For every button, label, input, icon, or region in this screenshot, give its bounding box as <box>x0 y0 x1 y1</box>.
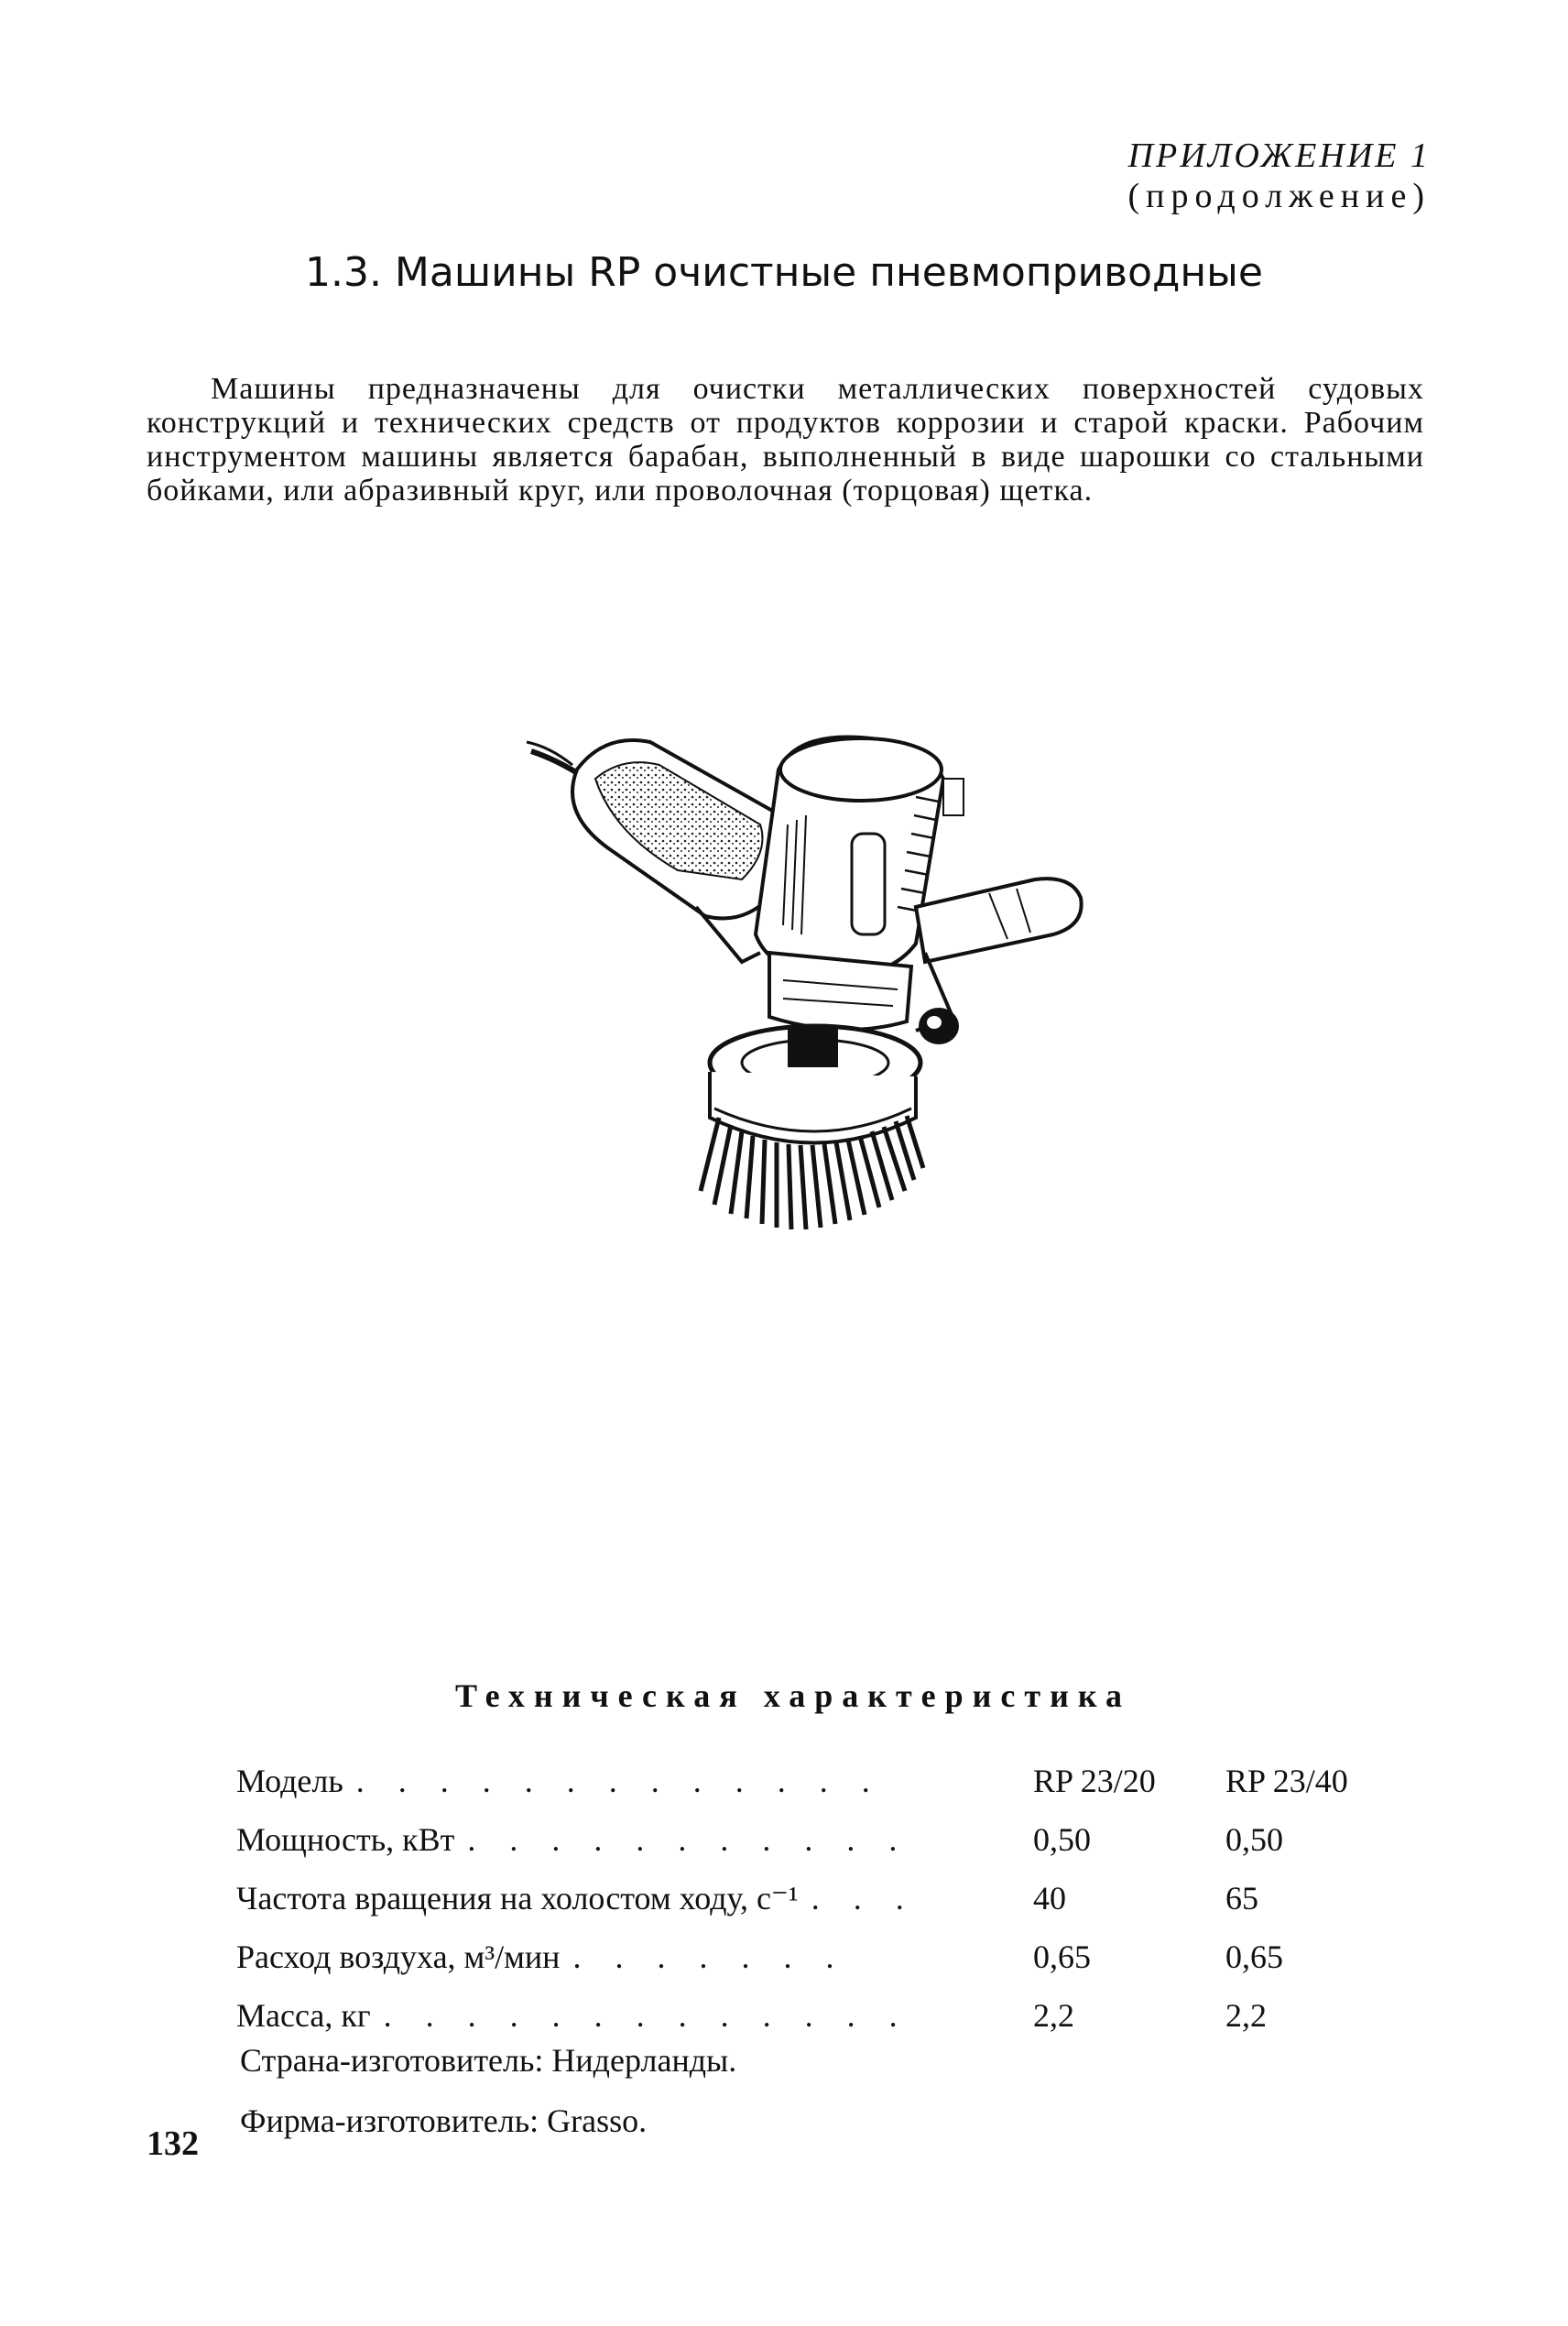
spec-value-model-2: 0,50 <box>1225 1821 1283 1858</box>
table-row: Расход воздуха, м³/мин . . . . . . . 0,65 0,65 <box>236 1927 1399 1986</box>
spec-label: Масса, кг <box>236 1997 371 2034</box>
table-row: Частота вращения на холостом ходу, с⁻¹ . . . 40 65 <box>236 1869 1399 1927</box>
spec-value-model-2: 0,65 <box>1225 1938 1283 1975</box>
manufacturer-country: Страна-изготовитель: Нидерланды. <box>240 2042 737 2079</box>
table-row: Мощность, кВт . . . . . . . . . . . 0,50 0,50 <box>236 1810 1399 1869</box>
pneumatic-cleaning-machine-illustration <box>522 715 1127 1283</box>
spec-value-model-2: 65 <box>1225 1880 1258 1916</box>
spec-value-model-1: 2,2 <box>1033 1997 1074 2034</box>
spec-label: Мощность, кВт <box>236 1821 455 1858</box>
spec-value-model-1: 0,65 <box>1033 1938 1091 1975</box>
appendix-title: ПРИЛОЖЕНИЕ 1 <box>1127 137 1431 175</box>
spec-label: Модель <box>236 1763 343 1799</box>
table-row: Модель . . . . . . . . . . . . . RP 23/20 RP 23/40 <box>236 1752 1399 1810</box>
appendix-continuation: (продолжение) <box>1127 177 1431 215</box>
spec-value-model-1: RP 23/20 <box>1033 1763 1156 1799</box>
specs-table <box>236 1752 1399 2045</box>
spec-value-model-2: RP 23/40 <box>1225 1763 1348 1799</box>
appendix-header <box>1127 136 1431 216</box>
section-title: 1.3. Машины RP очистные пневмоприводные <box>304 249 1263 296</box>
specs-title: Техническая характеристика <box>454 1677 1132 1714</box>
intro-paragraph: Машины предназначены для очистки металлических поверхностей судовых конструкций и технических средств от продуктов коррозии и старой краски. Рабочим инструментом машины является барабан, выполненный в виде шарошки со стальными бойками, или абразивный круг, или проволочная (торцовая) щетка. <box>147 372 1424 508</box>
spec-value-model-2: 2,2 <box>1225 1997 1267 2034</box>
manufacturer-company: Фирма-изготовитель: Grasso. <box>240 2102 648 2139</box>
spec-label: Расход воздуха, м³/мин <box>236 1938 561 1975</box>
spec-value-model-1: 40 <box>1033 1880 1066 1916</box>
page-number: 132 <box>147 2124 199 2163</box>
table-row: Масса, кг . . . . . . . . . . . . . 2,2 2,2 <box>236 1986 1399 2045</box>
spec-value-model-1: 0,50 <box>1033 1821 1091 1858</box>
spec-label: Частота вращения на холостом ходу, с⁻¹ <box>236 1880 799 1916</box>
